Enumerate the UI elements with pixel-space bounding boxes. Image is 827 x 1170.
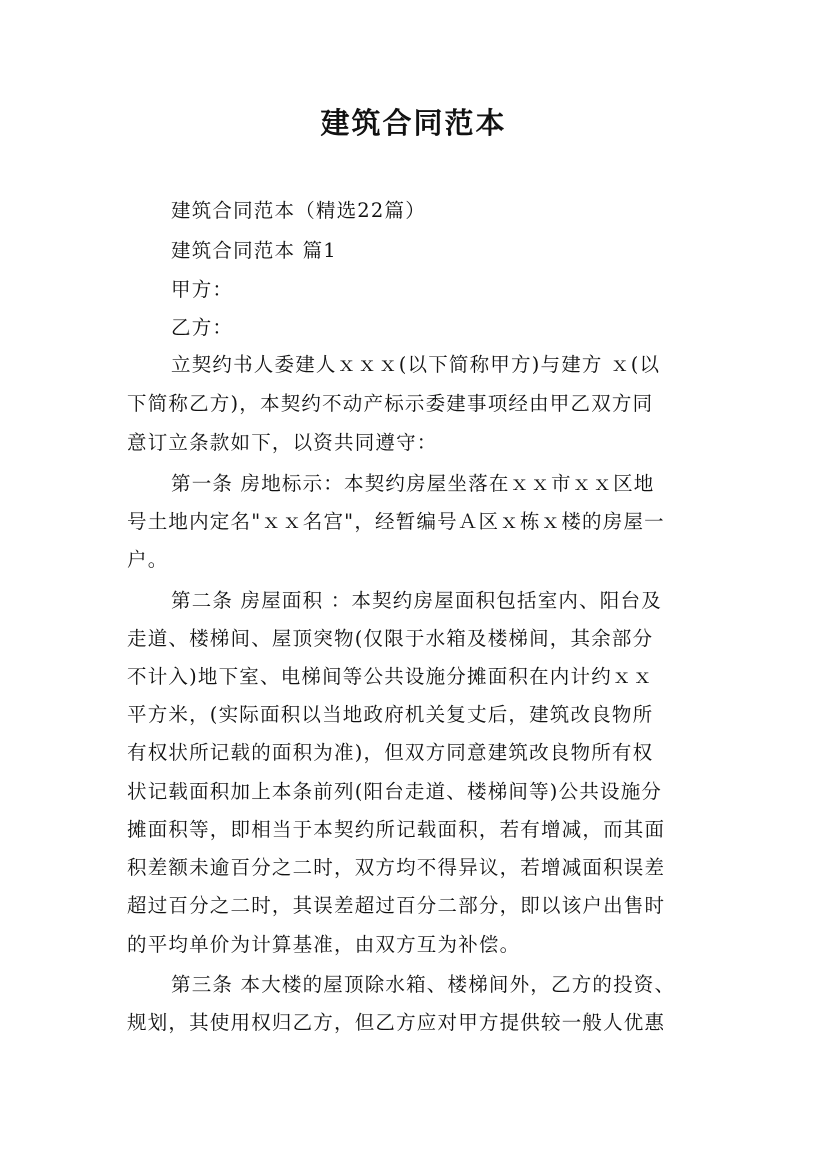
paragraph-line: 不计入)地下室、电梯间等公共设施分摊面积在内计约ｘｘ bbox=[127, 665, 654, 688]
party-b-line: 乙方： bbox=[171, 316, 234, 339]
paragraph-line: 意订立条款如下，以资共同遵守： bbox=[127, 431, 438, 454]
paragraph-line: 第三条 本大楼的屋顶除水箱、楼梯间外，乙方的投资、 bbox=[171, 973, 676, 996]
document-title: 建筑合同范本 bbox=[320, 106, 507, 140]
paragraph-line: 户。 bbox=[127, 548, 169, 571]
paragraph-line: 状记载面积加上本条前列(阳台走道、楼梯间等)公共设施分 bbox=[127, 780, 663, 803]
paragraph-line: 的平均单价为计算基准，由双方互为补偿。 bbox=[127, 933, 521, 956]
paragraph-line: 规划，其使用权归乙方，但乙方应对甲方提供较一般人优惠 bbox=[127, 1011, 666, 1034]
section-heading: 建筑合同范本 篇1 bbox=[171, 239, 337, 262]
paragraph-line: 有权状所记载的面积为准)，但双方同意建筑改良物所有权 bbox=[127, 741, 654, 764]
paragraph-line: 走道、楼梯间、屋顶突物(仅限于水箱及楼梯间，其余部分 bbox=[127, 627, 654, 650]
paragraph-line: 平方米，(实际面积以当地政府机关复丈后，建筑改良物所 bbox=[127, 703, 654, 726]
paragraph-line: 积差额未逾百分之二时，双方均不得异议，若增减面积误差 bbox=[127, 856, 666, 879]
paragraph-line: 下简称乙方)，本契约不动产标示委建事项经由甲乙双方同 bbox=[127, 392, 654, 415]
paragraph-line: 立契约书人委建人ｘｘｘ(以下简称甲方)与建方 ｘ(以 bbox=[171, 353, 661, 376]
paragraph-line: 摊面积等，即相当于本契约所记载面积，若有增减，而其面 bbox=[127, 818, 666, 841]
paragraph-line: 第一条 房地标示：本契约房屋坐落在ｘｘ市ｘｘ区地 bbox=[171, 472, 655, 495]
party-a-line: 甲方： bbox=[171, 278, 234, 301]
paragraph-line: 号土地内定名"ｘｘ名宫"，经暂编号Ａ区ｘ栋ｘ楼的房屋一 bbox=[127, 510, 665, 533]
paragraph-line: 超过百分之二时，其误差超过百分二部分，即以该户出售时 bbox=[127, 894, 666, 917]
subtitle-line: 建筑合同范本（精选22篇） bbox=[171, 199, 426, 222]
paragraph-line: 第二条 房屋面积 ：本契约房屋面积包括室内、阳台及 bbox=[171, 589, 662, 612]
